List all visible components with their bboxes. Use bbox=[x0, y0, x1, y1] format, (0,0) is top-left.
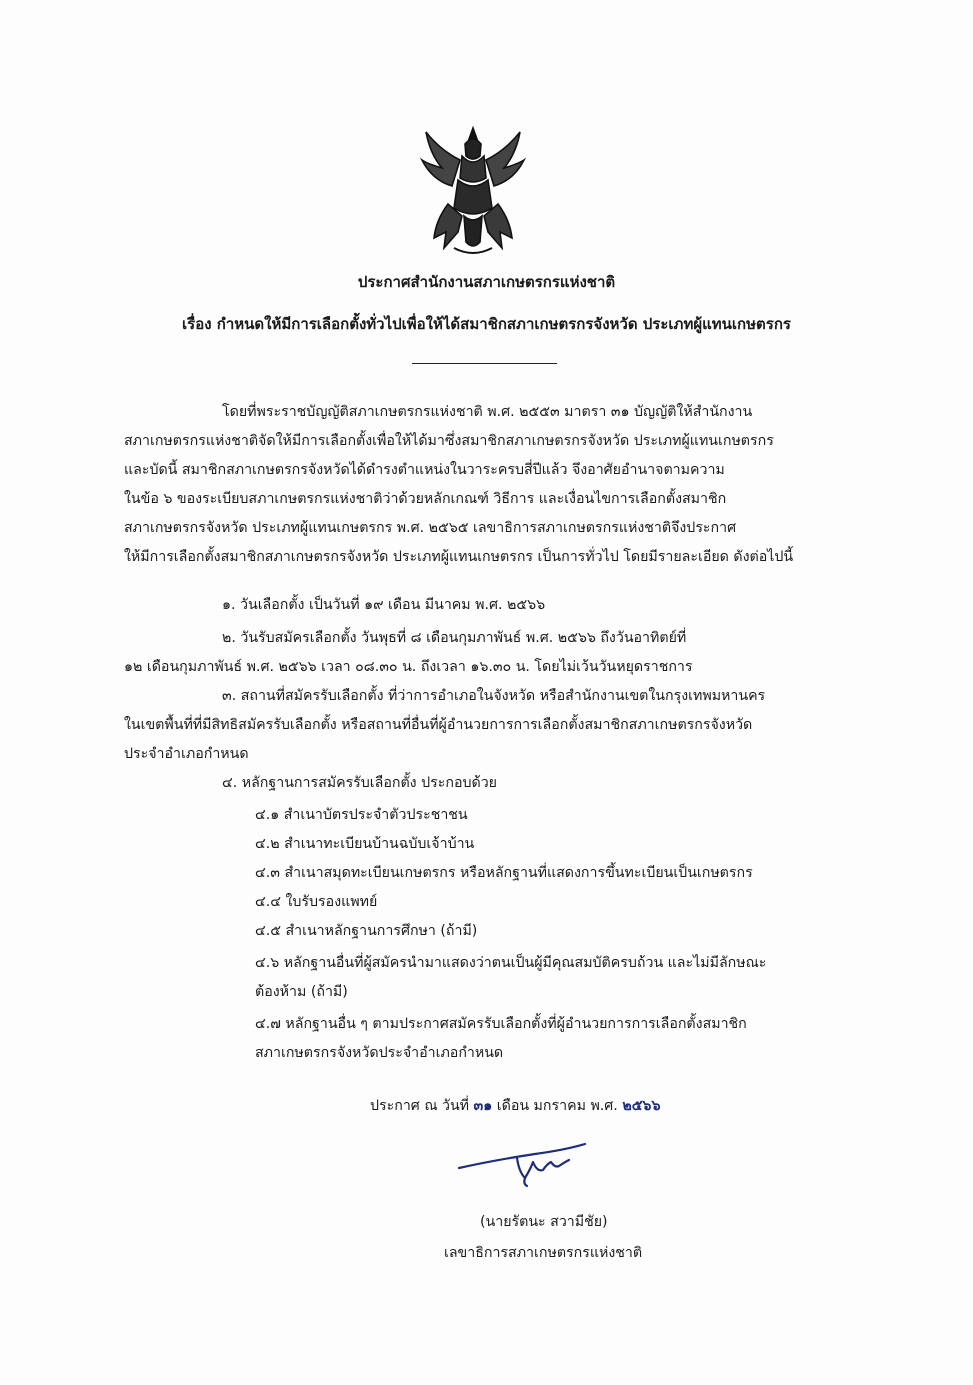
announcement-title: ประกาศสำนักงานสภาเกษตรกรแห่งชาติ bbox=[357, 273, 616, 291]
preamble-line-3: และบัดนี้ สมาชิกสภาเกษตรกรจังหวัดได้ดำรงตำแหน่งในวาระครบสี่ปีแล้ว จึงอาศัยอำนาจตามความ bbox=[124, 462, 725, 478]
date-day: ๓๑ bbox=[473, 1098, 493, 1114]
item-4-7-line-1: ๔.๗ หลักฐานอื่น ๆ ตามประกาศสมัครรับเลือกตั้งที่ผู้อำนวยการการเลือกตั้งสมาชิก bbox=[255, 1016, 747, 1032]
item-4-1: ๔.๑ สำเนาบัตรประจำตัวประชาชน bbox=[255, 807, 468, 823]
date-month: เดือน มกราคม พ.ศ. bbox=[496, 1098, 618, 1114]
preamble-line-6: ให้มีการเลือกตั้งสมาชิกสภาเกษตรกรจังหวัด ประเภทผู้แทนเกษตรกร เป็นการทั่วไป โดยมีรายละเอียด ดังต่อไปนี้ bbox=[124, 549, 794, 565]
item-4-6-line-1: ๔.๖ หลักฐานอื่นที่ผู้สมัครนำมาแสดงว่าตนเป็นผู้มีคุณสมบัติครบถ้วน และไม่มีลักษณะ bbox=[255, 955, 767, 971]
item-4: ๔. หลักฐานการสมัครรับเลือกตั้ง ประกอบด้วย bbox=[222, 775, 497, 791]
item-3-line-1: ๓. สถานที่สมัครรับเลือกตั้ง ที่ว่าการอำเภอในจังหวัด หรือสำนักงานเขตในกรุงเทพมหานคร bbox=[222, 688, 766, 704]
preamble-line-5: สภาเกษตรกรจังหวัด ประเภทผู้แทนเกษตรกร พ.ศ. ๒๕๖๕ เลขาธิการสภาเกษตรกรแห่งชาติจึงประกาศ bbox=[124, 520, 737, 536]
preamble-line-2: สภาเกษตรกรแห่งชาติจัดให้มีการเลือกตั้งเพื่อให้ได้มาซึ่งสมาชิกสภาเกษตรกรจังหวัด ประเภทผู้แทนเกษตรกร bbox=[124, 433, 774, 449]
handwritten-signature bbox=[455, 1132, 595, 1192]
item-4-7-line-2: สภาเกษตรกรจังหวัดประจำอำเภอกำหนด bbox=[255, 1045, 504, 1061]
preamble-line-4: ในข้อ ๖ ของระเบียบสภาเกษตรกรแห่งชาติว่าด้วยหลักเกณฑ์ วิธีการ และเงื่อนไขการเลือกตั้งสมาชิก bbox=[124, 491, 727, 507]
item-4-2: ๔.๒ สำเนาทะเบียนบ้านฉบับเจ้าบ้าน bbox=[255, 836, 475, 852]
item-4-6-line-2: ต้องห้าม (ถ้ามี) bbox=[255, 984, 348, 1000]
date-year: ๒๕๖๖ bbox=[622, 1098, 661, 1114]
item-2-line-2: ๑๒ เดือนกุมภาพันธ์ พ.ศ. ๒๕๖๖ เวลา ๐๘.๓๐ น. ถึงเวลา ๑๖.๓๐ น. โดยไม่เว้นวันหยุดราชการ bbox=[124, 659, 693, 675]
preamble-line-1: โดยที่พระราชบัญญัติสภาเกษตรกรแห่งชาติ พ.ศ. ๒๕๕๓ มาตรา ๓๑ บัญญัติให้สำนักงาน bbox=[222, 404, 753, 420]
signer-position: เลขาธิการสภาเกษตรกรแห่งชาติ bbox=[444, 1245, 643, 1261]
item-4-5: ๔.๕ สำเนาหลักฐานการศึกษา (ถ้ามี) bbox=[255, 923, 478, 939]
item-2-line-1: ๒. วันรับสมัครเลือกตั้ง วันพุธที่ ๘ เดือนกุมภาพันธ์ พ.ศ. ๒๕๖๖ ถึงวันอาทิตย์ที่ bbox=[222, 630, 687, 646]
item-4-3: ๔.๓ สำเนาสมุดทะเบียนเกษตรกร หรือหลักฐานที่แสดงการขึ้นทะเบียนเป็นเกษตรกร bbox=[255, 865, 753, 881]
signer-name: (นายรัตนะ สวามีชัย) bbox=[480, 1214, 608, 1230]
item-1: ๑. วันเลือกตั้ง เป็นวันที่ ๑๙ เดือน มีนาคม พ.ศ. ๒๕๖๖ bbox=[222, 597, 546, 613]
announcement-subject: เรื่อง กำหนดให้มีการเลือกตั้งทั่วไปเพื่อให้ได้สมาชิกสภาเกษตรกรจังหวัด ประเภทผู้แทนเกษตรกร bbox=[182, 315, 791, 333]
date-prefix: ประกาศ ณ วันที่ bbox=[370, 1098, 470, 1114]
announcement-date bbox=[370, 1096, 660, 1116]
title-divider bbox=[412, 363, 557, 364]
item-3-line-3: ประจำอำเภอกำหนด bbox=[124, 746, 249, 762]
item-3-line-2: ในเขตพื้นที่ที่มีสิทธิสมัครรับเลือกตั้ง หรือสถานที่อื่นที่ผู้อำนวยการการเลือกตั้งสมาชิกสภาเกษตรกรจังหวัด bbox=[124, 717, 753, 733]
garuda-emblem-icon bbox=[418, 120, 528, 260]
item-4-4: ๔.๔ ใบรับรองแพทย์ bbox=[255, 894, 378, 910]
